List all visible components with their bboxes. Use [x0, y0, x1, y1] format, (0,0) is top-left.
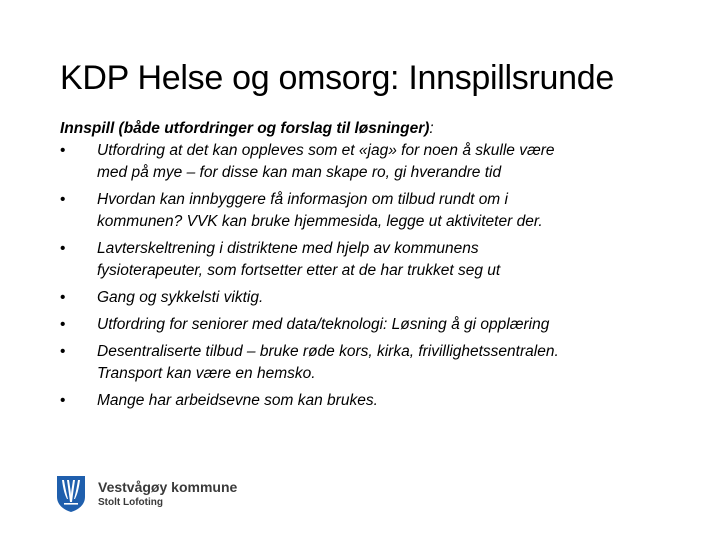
bullet-dot: •	[60, 142, 66, 159]
bullet-item	[60, 238, 690, 282]
bullet-text: Utfordring for seniorer med data/teknologi: Løsning å gi opplæring	[97, 316, 550, 333]
bullet-item	[60, 341, 690, 385]
logo-name: Vestvågøy kommune	[98, 479, 238, 495]
bullet-text: Utfordring at det kan oppleves som et «jag» for noen å skulle være	[97, 142, 555, 159]
municipality-logo	[56, 474, 237, 514]
bullet-text: Hvordan kan innbyggere få informasjon om tilbud rundt om i	[97, 191, 508, 208]
slide-title: KDP Helse og omsorg: Innspillsrunde	[60, 59, 614, 97]
intro-line	[60, 118, 690, 140]
bullet-dot: •	[60, 191, 66, 208]
bullet-dot: •	[60, 316, 66, 333]
bullet-dot: •	[60, 289, 66, 306]
bullet-text: med på mye – for disse kan man skape ro, gi hverandre tid	[97, 164, 502, 181]
bullet-dot: •	[60, 343, 66, 360]
bullet-item	[60, 287, 690, 309]
bullet-text: Mange har arbeidsevne som kan brukes.	[97, 392, 378, 409]
bullet-dot: •	[60, 240, 66, 257]
intro-suffix: :	[429, 120, 434, 137]
logo-text	[98, 479, 237, 509]
bullet-text: Gang og sykkelsti viktig.	[97, 289, 264, 306]
bullet-dot: •	[60, 392, 66, 409]
bullet-item	[60, 314, 690, 336]
bullet-text: Desentraliserte tilbud – bruke røde kors, kirka, frivillighetssentralen.	[97, 343, 559, 360]
logo-tagline: Stolt Lofoting	[98, 497, 163, 508]
bullet-text: fysioterapeuter, som fortsetter etter at de har trukket seg ut	[97, 262, 501, 279]
slide-content	[60, 118, 690, 417]
intro-heading: Innspill (både utfordringer og forslag til løsninger)	[60, 120, 430, 137]
bullet-text: Transport kan være en hemsko.	[97, 365, 316, 382]
bullet-item	[60, 189, 690, 233]
coat-of-arms-icon	[56, 475, 86, 513]
bullet-text: Lavterskeltrening i distriktene med hjelp av kommunens	[97, 240, 479, 257]
bullet-text: kommunen? VVK kan bruke hjemmesida, legge ut aktiviteter der.	[97, 213, 543, 230]
bullet-list	[60, 140, 690, 412]
bullet-item	[60, 390, 690, 412]
bullet-item	[60, 140, 690, 184]
